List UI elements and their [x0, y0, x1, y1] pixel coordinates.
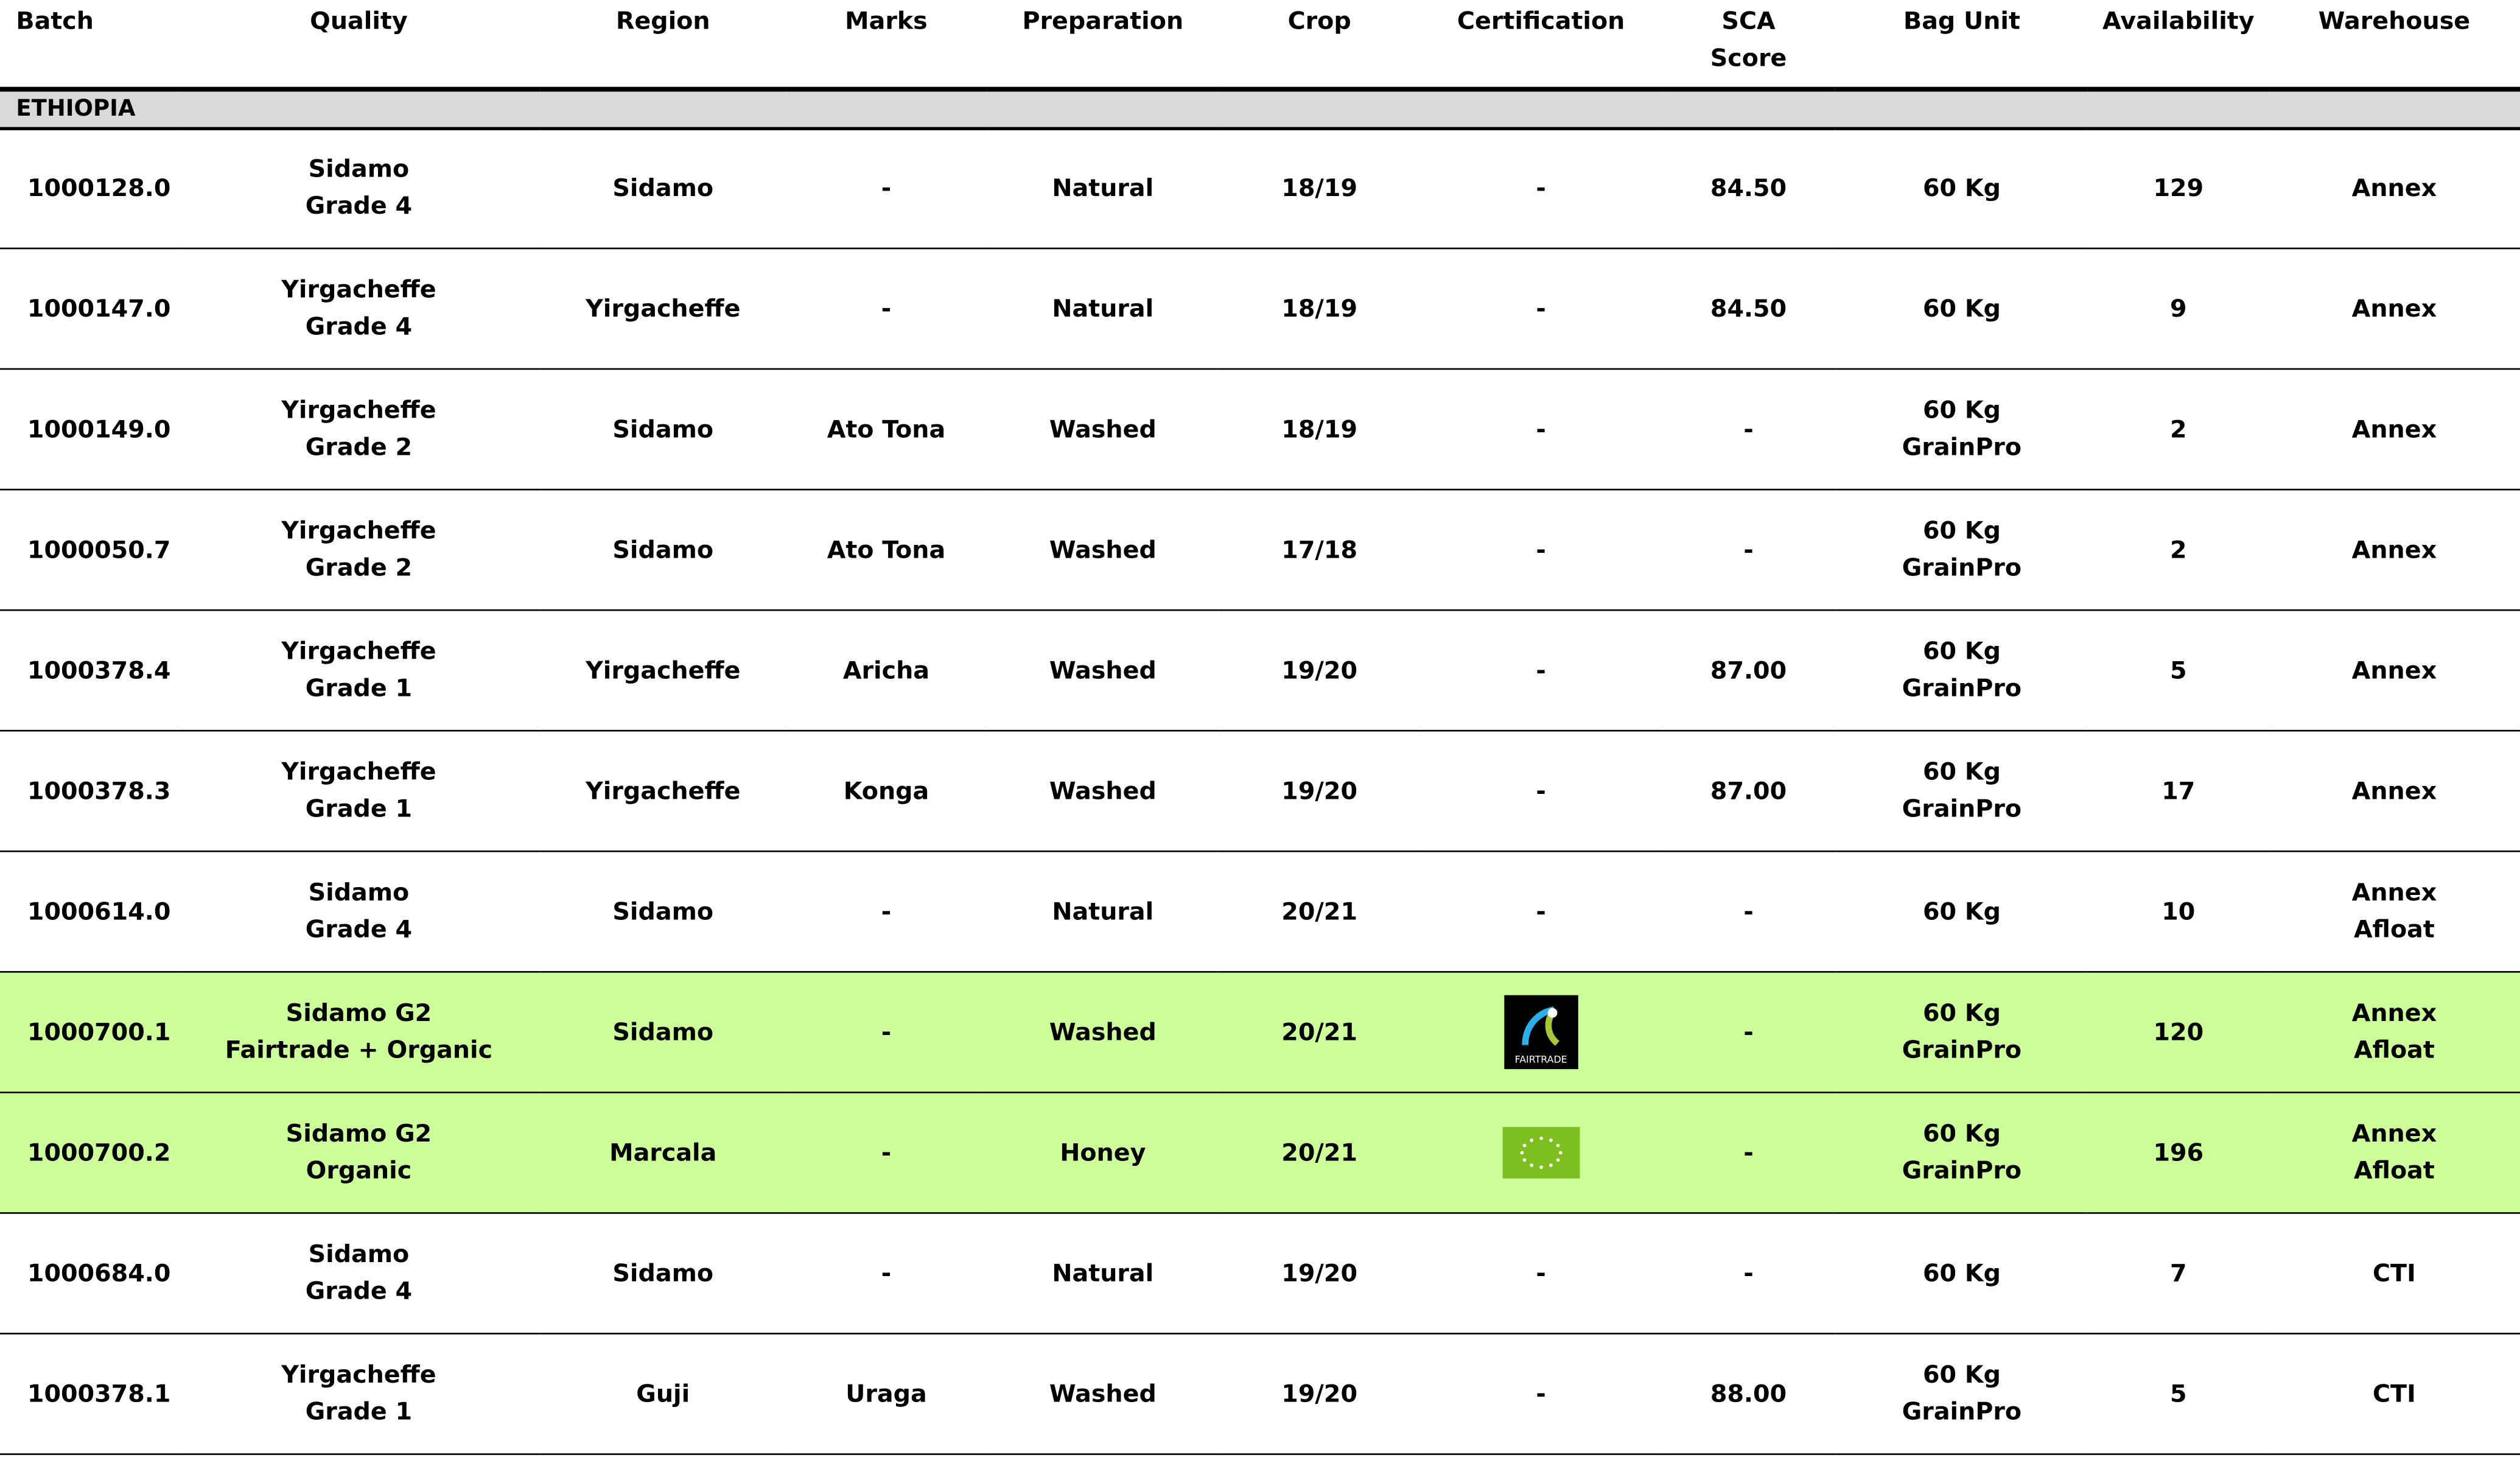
cell-quality: Sidamo Grade 4 — [177, 128, 541, 248]
cell-bag-unit: 60 Kg — [1835, 1213, 2088, 1333]
cell-warehouse: Annex — [2269, 489, 2520, 610]
cell-crop: 20/21 — [1219, 1092, 1420, 1213]
table-row[interactable] — [0, 128, 2520, 248]
cell-crop: 20/21 — [1219, 851, 1420, 972]
cell-certification: - — [1420, 1333, 1662, 1454]
cell-sca-score: - — [1662, 851, 1835, 972]
cell-batch: 1000700.1 — [0, 972, 177, 1092]
table-row[interactable] — [0, 972, 2520, 1092]
cell-bag-unit: 60 Kg — [1835, 851, 2088, 972]
table-body — [0, 128, 2520, 1454]
cell-batch: 1000050.7 — [0, 489, 177, 610]
table-row[interactable] — [0, 248, 2520, 369]
cell-bag-unit: 60 Kg GrainPro — [1835, 489, 2088, 610]
cell-preparation: Natural — [987, 128, 1219, 248]
cell-marks: Uraga — [785, 1333, 987, 1454]
cell-warehouse: CTI — [2269, 1333, 2520, 1454]
table-row[interactable] — [0, 1333, 2520, 1454]
cell-preparation: Natural — [987, 248, 1219, 369]
header-bag-unit[interactable]: Bag Unit — [1835, 0, 2088, 88]
cell-batch: 1000147.0 — [0, 248, 177, 369]
cell-batch: 1000684.0 — [0, 1213, 177, 1333]
cell-crop: 19/20 — [1219, 1333, 1420, 1454]
cell-batch: 1000700.2 — [0, 1092, 177, 1213]
cell-certification: - — [1420, 248, 1662, 369]
fairtrade-icon — [1504, 995, 1578, 1069]
table-row[interactable] — [0, 1213, 2520, 1333]
cell-preparation: Natural — [987, 1213, 1219, 1333]
cell-sca-score: 87.00 — [1662, 610, 1835, 731]
cell-region: Sidamo — [541, 489, 785, 610]
header-marks[interactable]: Marks — [785, 0, 987, 88]
cell-preparation: Washed — [987, 369, 1219, 489]
cell-crop: 18/19 — [1219, 248, 1420, 369]
cell-crop: 18/19 — [1219, 369, 1420, 489]
cell-warehouse: Annex — [2269, 128, 2520, 248]
cell-availability: 196 — [2088, 1092, 2269, 1213]
header-crop[interactable]: Crop — [1219, 0, 1420, 88]
cell-preparation: Washed — [987, 610, 1219, 731]
cell-warehouse: CTI — [2269, 1213, 2520, 1333]
cell-preparation: Honey — [987, 1092, 1219, 1213]
cell-crop: 17/18 — [1219, 489, 1420, 610]
cell-warehouse: Annex — [2269, 248, 2520, 369]
cell-marks: - — [785, 851, 987, 972]
cell-bag-unit: 60 Kg GrainPro — [1835, 1092, 2088, 1213]
cell-crop: 20/21 — [1219, 972, 1420, 1092]
cell-region: Yirgacheffe — [541, 248, 785, 369]
cell-crop: 19/20 — [1219, 610, 1420, 731]
cell-bag-unit: 60 Kg GrainPro — [1835, 972, 2088, 1092]
cell-marks: - — [785, 1213, 987, 1333]
cell-bag-unit: 60 Kg — [1835, 248, 2088, 369]
cell-quality: Yirgacheffe Grade 1 — [177, 1333, 541, 1454]
cell-marks: Ato Tona — [785, 489, 987, 610]
cell-certification: - — [1420, 128, 1662, 248]
cell-bag-unit: 60 Kg — [1835, 128, 2088, 248]
cell-crop: 19/20 — [1219, 1213, 1420, 1333]
cell-quality: Yirgacheffe Grade 2 — [177, 489, 541, 610]
cell-quality: Sidamo Grade 4 — [177, 851, 541, 972]
section-group — [0, 88, 2520, 128]
cell-region: Guji — [541, 1333, 785, 1454]
cell-bag-unit: 60 Kg GrainPro — [1835, 369, 2088, 489]
cell-certification: - — [1420, 851, 1662, 972]
cell-marks: Ato Tona — [785, 369, 987, 489]
cell-certification: - — [1420, 489, 1662, 610]
cell-quality: Yirgacheffe Grade 1 — [177, 731, 541, 851]
header-quality[interactable]: Quality — [177, 0, 541, 88]
cell-availability: 5 — [2088, 1333, 2269, 1454]
cell-batch: 1000149.0 — [0, 369, 177, 489]
table-row[interactable] — [0, 489, 2520, 610]
cell-availability: 9 — [2088, 248, 2269, 369]
header-certification[interactable]: Certification — [1420, 0, 1662, 88]
cell-availability: 7 — [2088, 1213, 2269, 1333]
cell-marks: - — [785, 248, 987, 369]
eu-organic-leaf-icon — [1502, 1127, 1580, 1179]
header-region[interactable]: Region — [541, 0, 785, 88]
table-row[interactable] — [0, 369, 2520, 489]
cell-warehouse: Annex — [2269, 610, 2520, 731]
cell-bag-unit: 60 Kg GrainPro — [1835, 1333, 2088, 1454]
cell-quality: Sidamo Grade 4 — [177, 1213, 541, 1333]
cell-warehouse: Annex Afloat — [2269, 851, 2520, 972]
header-availability[interactable]: Availability — [2088, 0, 2269, 88]
cell-batch: 1000128.0 — [0, 128, 177, 248]
cell-quality: Yirgacheffe Grade 4 — [177, 248, 541, 369]
cell-preparation: Washed — [987, 731, 1219, 851]
cell-preparation: Natural — [987, 851, 1219, 972]
cell-region: Sidamo — [541, 972, 785, 1092]
header-warehouse[interactable]: Warehouse — [2269, 0, 2520, 88]
cell-sca-score: 87.00 — [1662, 731, 1835, 851]
cell-certification: - — [1420, 731, 1662, 851]
cell-warehouse: Annex — [2269, 369, 2520, 489]
cell-marks: - — [785, 1092, 987, 1213]
header-batch[interactable]: Batch — [0, 0, 177, 88]
cell-sca-score: - — [1662, 1092, 1835, 1213]
cell-crop: 18/19 — [1219, 128, 1420, 248]
cell-region: Yirgacheffe — [541, 731, 785, 851]
cell-sca-score: 84.50 — [1662, 248, 1835, 369]
cell-region: Sidamo — [541, 369, 785, 489]
cell-sca-score: 84.50 — [1662, 128, 1835, 248]
cell-certification: - — [1420, 1213, 1662, 1333]
cell-availability: 129 — [2088, 128, 2269, 248]
cell-availability: 2 — [2088, 489, 2269, 610]
table-header — [0, 0, 2520, 88]
header-sca-score[interactable]: SCA Score — [1662, 0, 1835, 88]
table-row[interactable] — [0, 610, 2520, 731]
cell-marks: - — [785, 128, 987, 248]
cell-marks: Aricha — [785, 610, 987, 731]
cell-availability: 5 — [2088, 610, 2269, 731]
cell-quality: Sidamo G2 Organic — [177, 1092, 541, 1213]
header-preparation[interactable]: Preparation — [987, 0, 1219, 88]
cell-preparation: Washed — [987, 1333, 1219, 1454]
cell-crop: 19/20 — [1219, 731, 1420, 851]
cell-batch: 1000614.0 — [0, 851, 177, 972]
cell-sca-score: 88.00 — [1662, 1333, 1835, 1454]
cell-availability: 17 — [2088, 731, 2269, 851]
cell-certification — [1420, 972, 1662, 1092]
cell-sca-score: - — [1662, 1213, 1835, 1333]
cell-region: Yirgacheffe — [541, 610, 785, 731]
cell-certification — [1420, 1092, 1662, 1213]
header-row — [0, 0, 2520, 88]
cell-preparation: Washed — [987, 972, 1219, 1092]
cell-bag-unit: 60 Kg GrainPro — [1835, 610, 2088, 731]
table-row[interactable] — [0, 731, 2520, 851]
cell-bag-unit: 60 Kg GrainPro — [1835, 731, 2088, 851]
cell-warehouse: Annex Afloat — [2269, 972, 2520, 1092]
cell-certification: - — [1420, 369, 1662, 489]
cell-sca-score: - — [1662, 369, 1835, 489]
fairtrade-label: FAIRTRADE — [1514, 1054, 1567, 1066]
cell-preparation: Washed — [987, 489, 1219, 610]
cell-region: Sidamo — [541, 851, 785, 972]
cell-region: Sidamo — [541, 128, 785, 248]
cell-marks: - — [785, 972, 987, 1092]
cell-availability: 10 — [2088, 851, 2269, 972]
cell-batch: 1000378.4 — [0, 610, 177, 731]
cell-quality: Yirgacheffe Grade 2 — [177, 369, 541, 489]
cell-warehouse: Annex — [2269, 731, 2520, 851]
cell-region: Sidamo — [541, 1213, 785, 1333]
cell-warehouse: Annex Afloat — [2269, 1092, 2520, 1213]
section-row — [0, 88, 2520, 128]
section-label: ETHIOPIA — [0, 88, 2520, 128]
cell-sca-score: - — [1662, 972, 1835, 1092]
table-row[interactable] — [0, 851, 2520, 972]
cell-availability: 120 — [2088, 972, 2269, 1092]
cell-availability: 2 — [2088, 369, 2269, 489]
cell-quality: Sidamo G2 Fairtrade + Organic — [177, 972, 541, 1092]
cell-batch: 1000378.3 — [0, 731, 177, 851]
cell-certification: - — [1420, 610, 1662, 731]
cell-region: Marcala — [541, 1092, 785, 1213]
cell-batch: 1000378.1 — [0, 1333, 177, 1454]
cell-marks: Konga — [785, 731, 987, 851]
table-row[interactable] — [0, 1092, 2520, 1213]
cell-sca-score: - — [1662, 489, 1835, 610]
cell-quality: Yirgacheffe Grade 1 — [177, 610, 541, 731]
